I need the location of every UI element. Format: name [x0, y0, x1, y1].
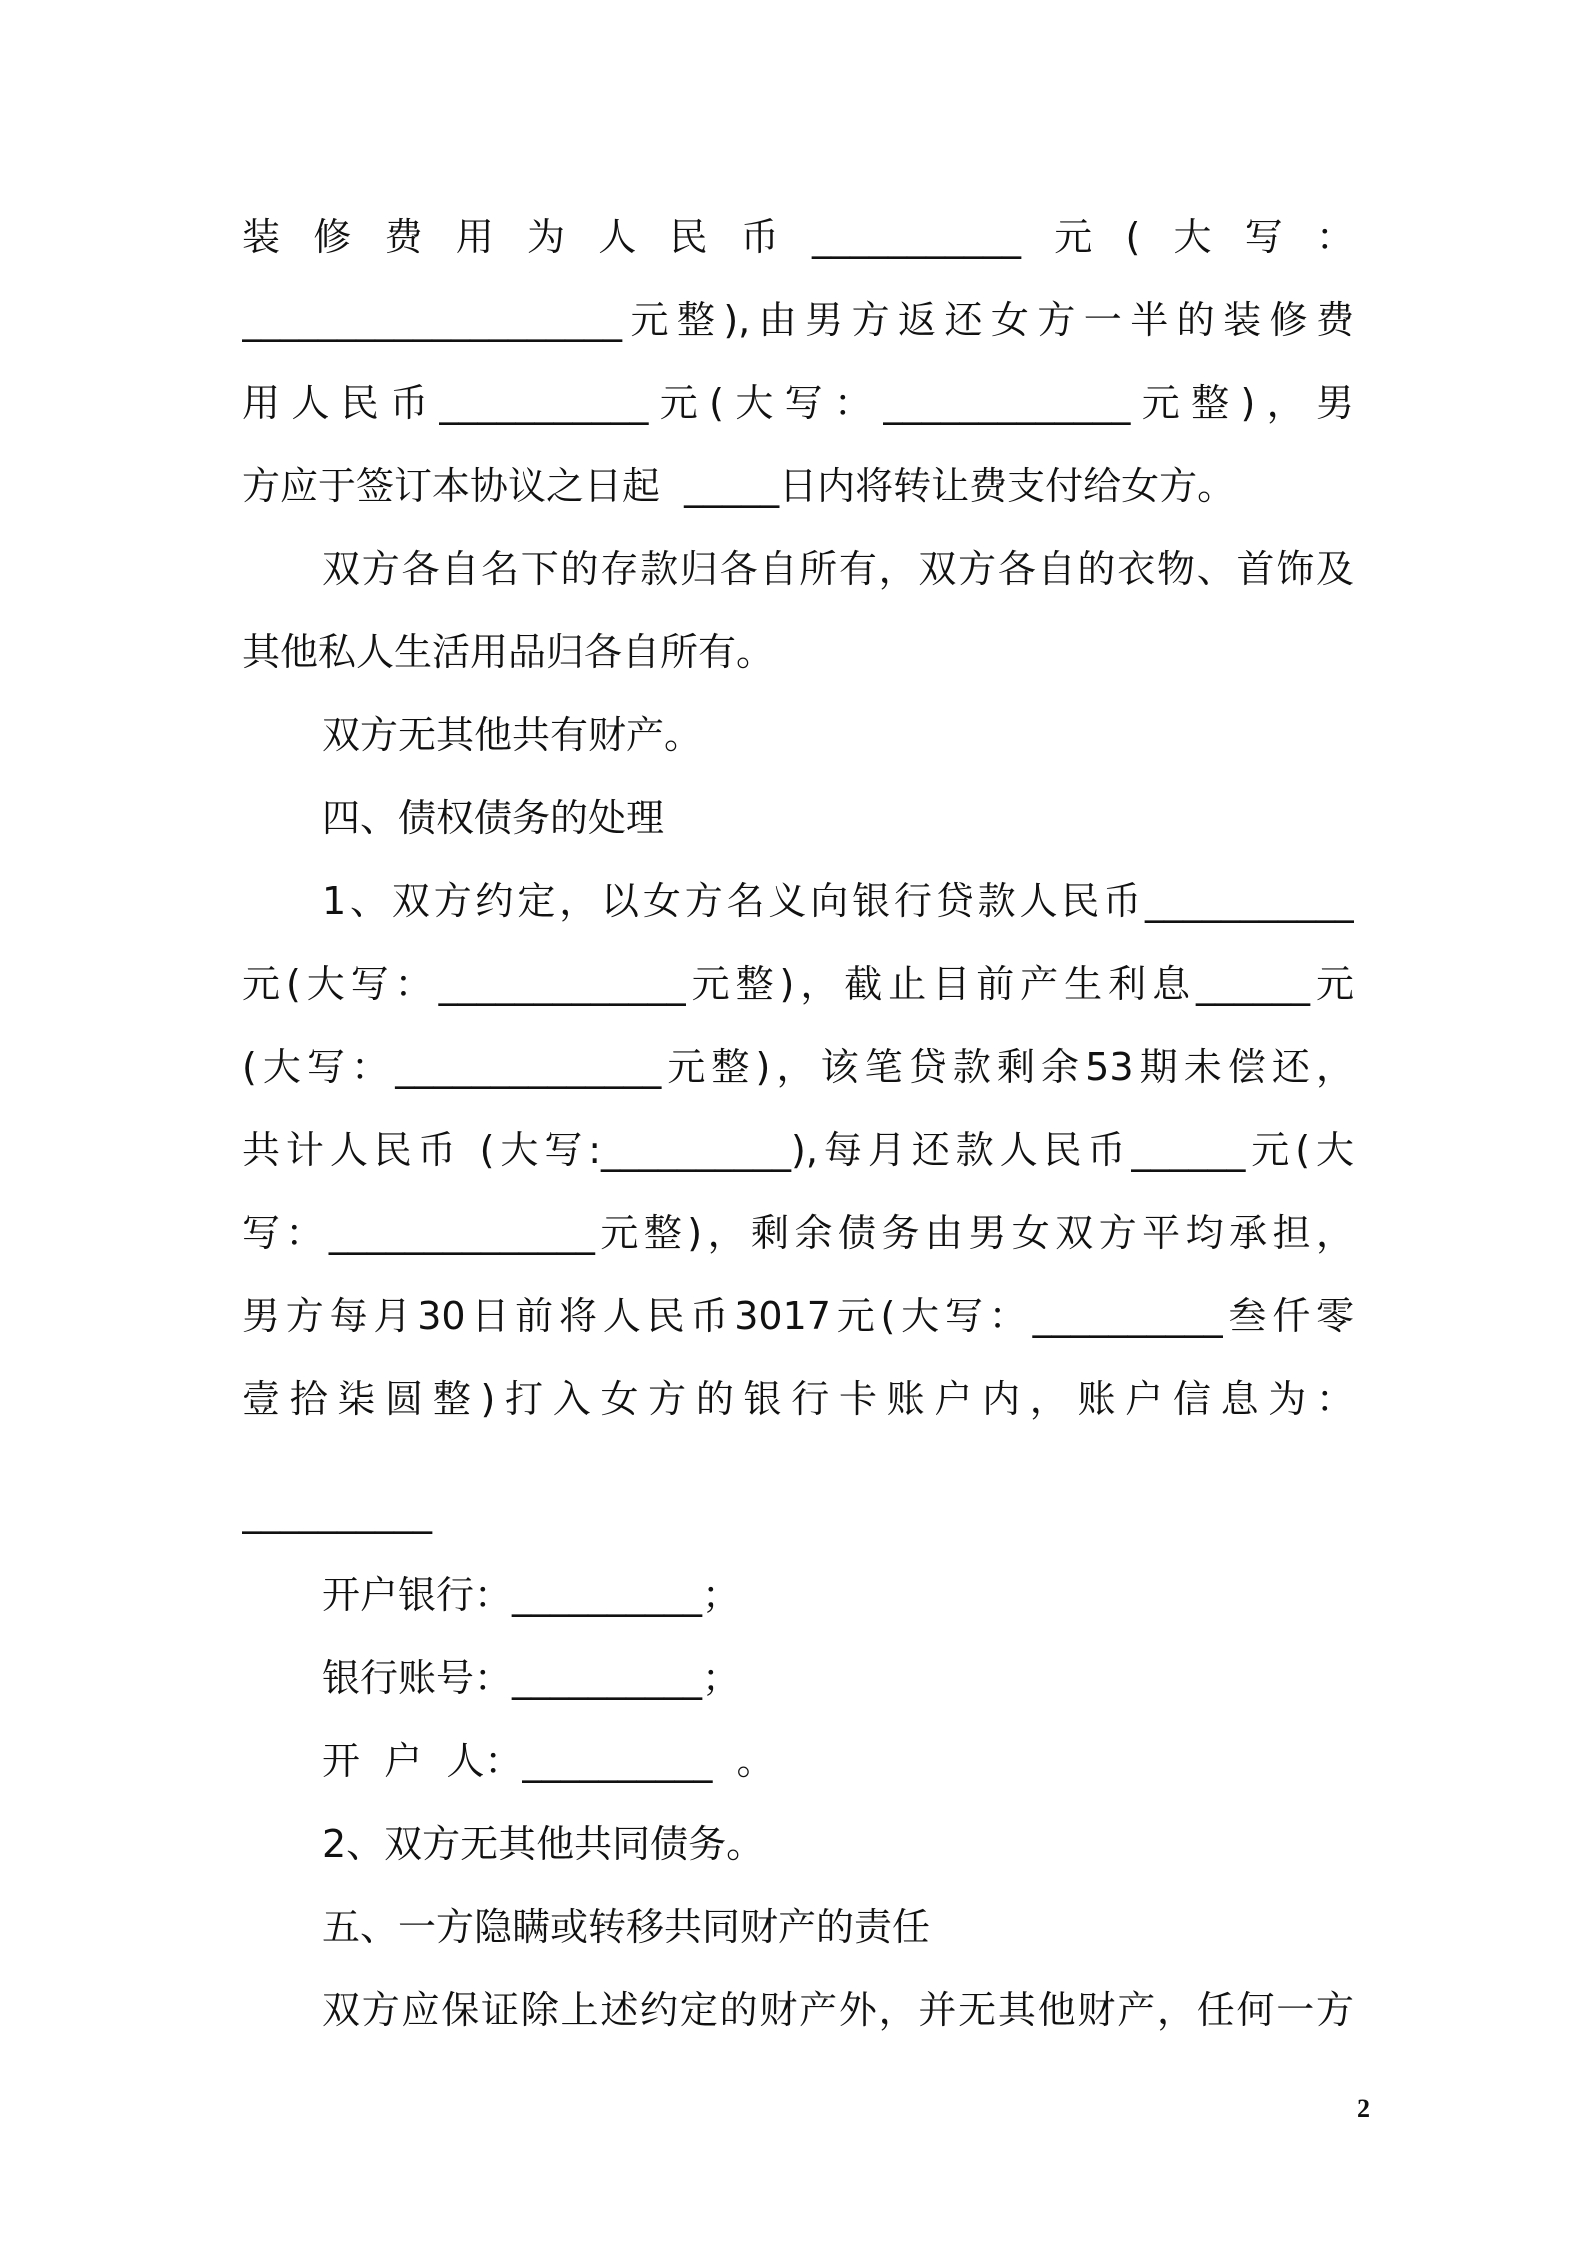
text-line: 双方应保证除上述约定的财产外，并无其他财产，任何一方	[322, 1988, 1354, 2032]
text-line: 银行账号：__________；	[322, 1656, 741, 1700]
text-line: 共计人民币 (大写:__________),每月还款人民币______元(大	[242, 1128, 1354, 1172]
text-line: 四、债权债务的处理	[322, 796, 665, 840]
text-line: 男方每月30日前将人民币3017元(大写：__________叁仟零	[242, 1294, 1354, 1338]
text-line: 装修费用为人民币___________元(大写：	[242, 215, 1354, 259]
text-line: 双方各自名下的存款归各自所有，双方各自的衣物、首饰及	[322, 547, 1354, 591]
text-line: 1、双方约定，以女方名义向银行贷款人民币___________	[322, 879, 1354, 923]
text-line: 方应于签订本协议之日起 _____日内将转让费支付给女方。	[242, 464, 1236, 508]
text-line: 元(大写：_____________元整)，截止目前产生利息______元	[242, 962, 1354, 1006]
line-spacer	[242, 1441, 1354, 1471]
text-line: 2、双方无其他共同债务。	[322, 1822, 765, 1866]
text-line: 其他私人生活用品归各自所有。	[242, 630, 775, 674]
text-line: 开户银行：__________；	[322, 1573, 741, 1617]
text-line: 双方无其他共有财产。	[322, 713, 703, 757]
document-body	[242, 196, 1354, 2052]
text-line: 用人民币___________元(大写：_____________元整)，男	[242, 381, 1354, 425]
text-line: 壹拾柒圆整)打入女方的银行卡账户内，账户信息为：	[242, 1377, 1354, 1421]
text-line: __________	[242, 1490, 432, 1534]
text-line: 写：______________元整)，剩余债务由男女双方平均承担，	[242, 1211, 1354, 1255]
page-number: 2	[1357, 2094, 1370, 2123]
text-line: 五、一方隐瞒或转移共同财产的责任	[322, 1905, 931, 1949]
text-line: 开 户 人：__________ 。	[322, 1739, 775, 1783]
text-line: (大写：______________元整)，该笔贷款剩余53期未偿还，	[242, 1045, 1354, 1089]
text-line: ____________________元整),由男方返还女方一半的装修费	[242, 298, 1354, 342]
